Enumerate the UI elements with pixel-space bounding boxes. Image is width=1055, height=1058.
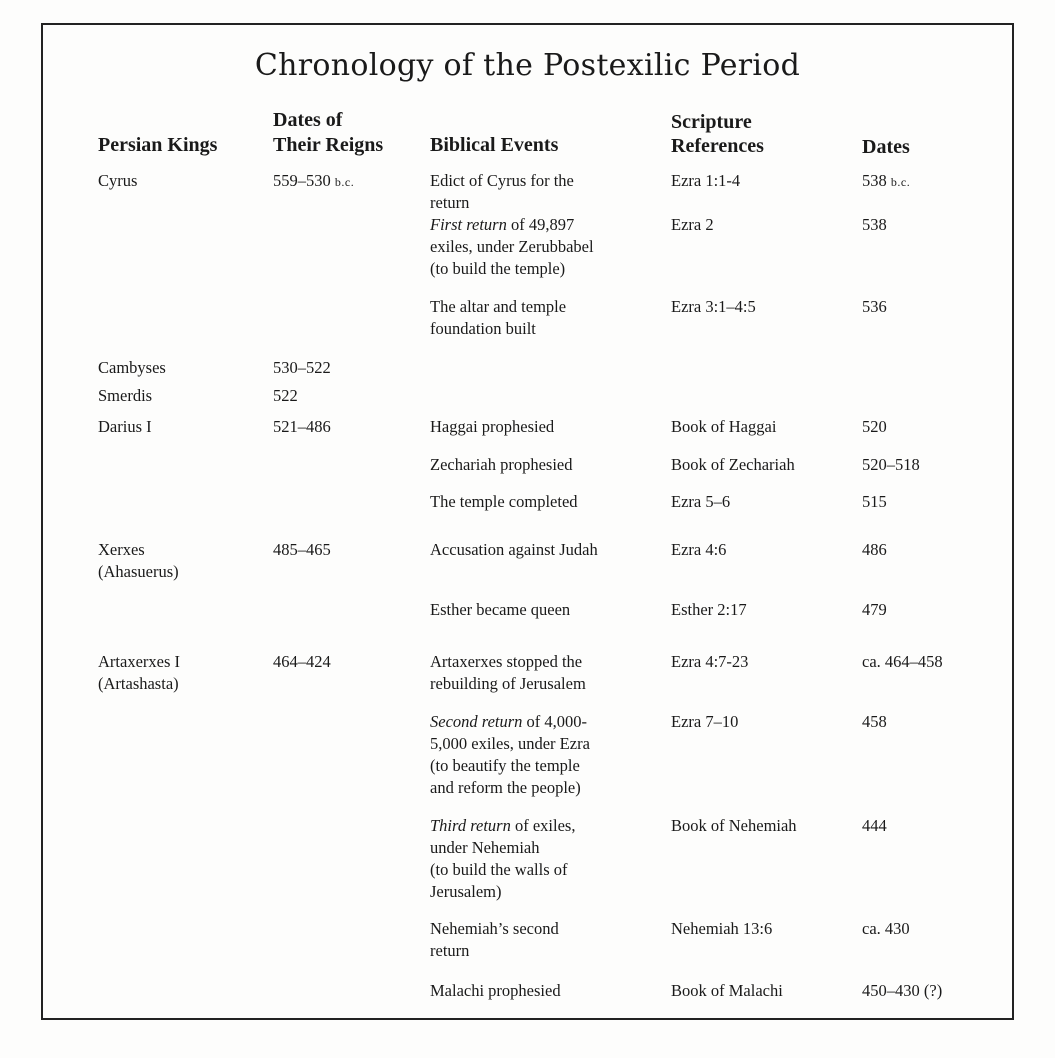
header-biblical-events: Biblical Events <box>430 134 559 156</box>
event-date: 538 b.c. <box>862 171 911 190</box>
event-text: Zechariah prophesied <box>430 455 573 474</box>
event-date: 458 <box>862 712 887 731</box>
event-text: The temple completed <box>430 492 578 511</box>
event-ref: Esther 2:17 <box>671 600 747 619</box>
king-reign: 559–530 b.c. <box>273 171 355 190</box>
event-ref: Book of Malachi <box>671 981 783 1000</box>
event-ref: Ezra 4:6 <box>671 540 727 559</box>
event-date: 520 <box>862 417 887 436</box>
event-text: Third return of exiles, under Nehemiah (to build the walls of Jerusalem) <box>430 816 576 901</box>
event-ref: Ezra 4:7-23 <box>671 652 749 671</box>
king-name: Cambyses <box>98 358 166 377</box>
event-text: Artaxerxes stopped the rebuilding of Jerusalem <box>430 652 586 693</box>
king-name: Darius I <box>98 417 152 436</box>
king-name: Xerxes (Ahasuerus) <box>98 540 179 581</box>
event-ref: Ezra 5–6 <box>671 492 731 511</box>
king-name: Smerdis <box>98 386 153 405</box>
event-date: 538 <box>862 215 887 234</box>
event-date: 486 <box>862 540 887 559</box>
event-date: 450–430 (?) <box>862 981 943 1000</box>
king-reign: 522 <box>273 386 298 405</box>
event-text: The altar and temple foundation built <box>430 297 567 338</box>
event-text: Esther became queen <box>430 600 571 619</box>
king-reign: 530–522 <box>273 358 331 377</box>
header-persian-kings: Persian Kings <box>98 134 218 156</box>
event-date: ca. 430 <box>862 919 910 938</box>
event-date: 444 <box>862 816 887 835</box>
event-ref: Book of Haggai <box>671 417 777 436</box>
king-reign: 485–465 <box>273 540 331 559</box>
event-ref: Ezra 1:1-4 <box>671 171 741 190</box>
event-date: 479 <box>862 600 887 619</box>
event-text: Malachi prophesied <box>430 981 561 1000</box>
header-reigns-line2: Their Reigns <box>273 134 384 156</box>
event-date: ca. 464–458 <box>862 652 943 671</box>
header-refs-line2: References <box>671 135 764 157</box>
header-refs-line1: Scripture <box>671 111 752 133</box>
event-ref: Ezra 3:1–4:5 <box>671 297 756 316</box>
event-date: 515 <box>862 492 887 511</box>
event-text: Nehemiah’s second return <box>430 919 559 960</box>
event-date: 520–518 <box>862 455 920 474</box>
event-ref: Book of Zechariah <box>671 455 795 474</box>
king-reign: 521–486 <box>273 417 331 436</box>
event-text: Haggai prophesied <box>430 417 555 436</box>
event-ref: Nehemiah 13:6 <box>671 919 773 938</box>
king-name: Cyrus <box>98 171 138 190</box>
king-reign: 464–424 <box>273 652 331 671</box>
event-ref: Ezra 2 <box>671 215 714 234</box>
header-reigns-line1: Dates of <box>273 109 343 131</box>
event-text: Accusation against Judah <box>430 540 598 559</box>
event-ref: Book of Nehemiah <box>671 816 797 835</box>
king-name: Artaxerxes I (Artashasta) <box>98 652 181 693</box>
header-dates: Dates <box>862 136 910 158</box>
event-text: First return of 49,897 exiles, under Zerubbabel (to build the temple) <box>430 215 594 278</box>
event-ref: Ezra 7–10 <box>671 712 739 731</box>
event-text: Second return of 4,000- 5,000 exiles, under Ezra (to beautify the temple and reform the people) <box>430 712 590 797</box>
event-text: Edict of Cyrus for the return <box>430 171 574 212</box>
page-title: Chronology of the Postexilic Period <box>254 48 801 83</box>
event-date: 536 <box>862 297 887 316</box>
